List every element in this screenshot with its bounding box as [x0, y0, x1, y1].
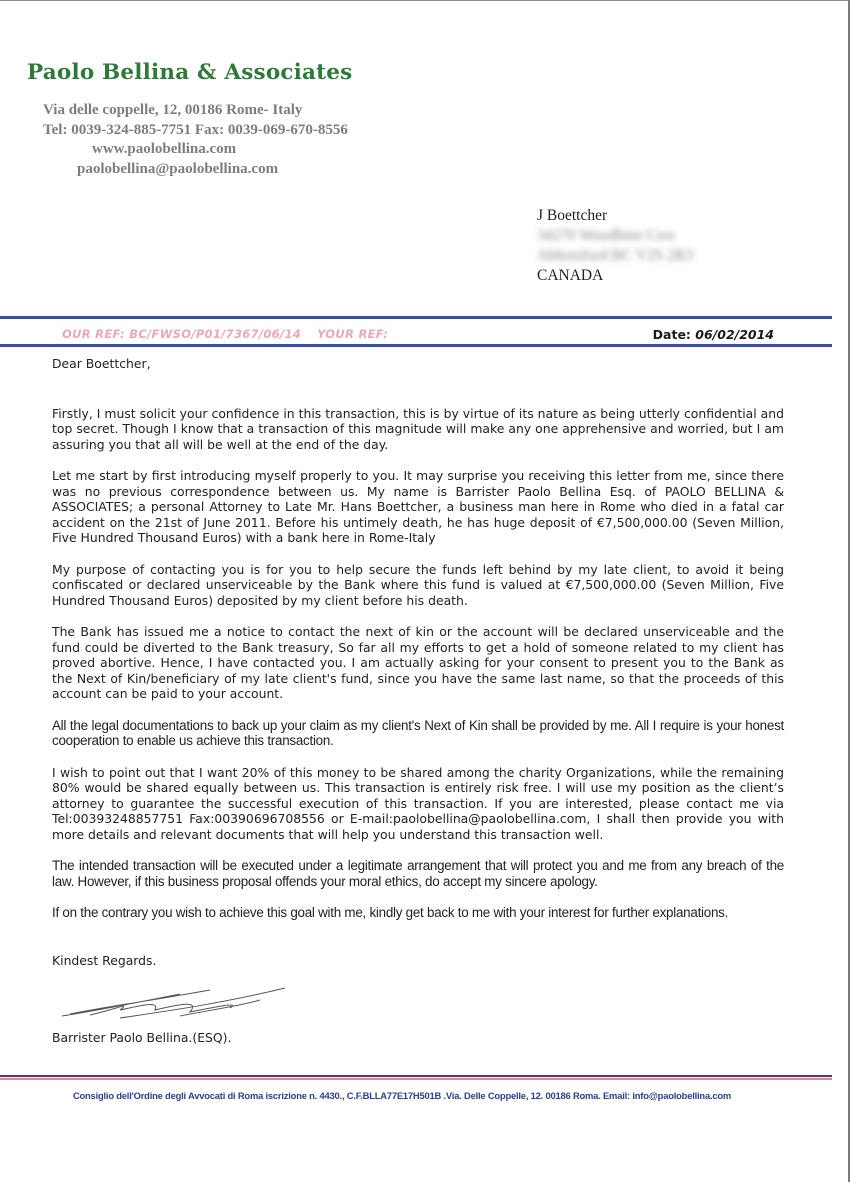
closing: Kindest Regards. — [52, 953, 157, 968]
letter-body — [52, 356, 784, 937]
signer-name: Barrister Paolo Bellina.(ESQ). — [52, 1030, 232, 1045]
our-ref: OUR REF: BC/FWSO/P01/7367/06/14 — [62, 327, 302, 341]
reference-rule-bottom — [0, 344, 832, 347]
firm-contact-block — [0, 101, 348, 179]
paragraph-proposal: I wish to point out that I want 20% of this money to be shared among the charity Organizations, while the remaining 80% would be shared equally between us. This transaction is entirely risk free. I will use my position as the client’s attorney to guarantee the successful execution of this transaction. If you are interested, please contact me via Tel:00393248857751 Fax:00390696708556 or E-mail:paolobellina@paolobellina.com, I shall then provide you with more details and relevant documents that will help you understand this transaction well. — [52, 764, 784, 842]
recipient-country: CANADA — [537, 267, 604, 284]
salutation: Dear Boettcher, — [52, 356, 151, 371]
date-line — [653, 327, 774, 342]
date-value: 06/02/2014 — [695, 327, 774, 342]
firm-website: www.paolobellina.com — [92, 141, 237, 157]
paragraph-response-request: If on the contrary you wish to achieve this goal with me, kindly get back to me with your interest for further explanations. — [52, 905, 729, 920]
signature-image — [60, 980, 290, 1025]
date-label: Date: — [652, 327, 691, 342]
recipient-address-line-1-redacted: 34270 Woodbine Cres — [537, 227, 675, 244]
footer-registration: Consiglio dell'Ordine degli Avvocati di Roma iscrizione n. 4430., C.F.BLLA77E17H501B .Via. Delle Coppelle, 12. 00186 Roma. Email: info@paolobellina.com — [72, 1090, 732, 1101]
paragraph-legitimacy: The intended transaction will be executed under a legitimate arrangement that will protect you and me from any breach of the law. However, if this business proposal offends your moral ethics, do accept my sincere apology. — [52, 858, 784, 889]
paragraph-legal-documents: All the legal documentations to back up your claim as my client's Next of Kin shall be provided by me. All I require is your honest cooperation to enable us achieve this transaction. — [52, 717, 784, 748]
your-ref: YOUR REF: — [317, 327, 389, 341]
paragraph-purpose: My purpose of contacting you is for you to help secure the funds left behind by my late client, to avoid it being confiscated or declared unserviceable by the Bank where this fund is valued at €7,500,000.00 (Seven Million, Five Hundred Thousand Euros) deposited by my client before his death. — [52, 561, 784, 608]
paragraph-bank-notice: The Bank has issued me a notice to contact the next of kin or the account will be declared unserviceable and the fund could be diverted to the Bank treasury, So far all my efforts to get a hold of someone related to my client has proved abortive. Hence, I have contacted you. I am actually asking for your consent to present you to the Bank as the Next of Kin/beneficiary of my late client's fund, since you have the same last name, so that the proceeds of this account can be paid to your account. — [52, 624, 784, 701]
footer-rule — [0, 1075, 832, 1077]
recipient-address-line-2-redacted: Abbotsford BC V2S 2R3 — [537, 247, 694, 264]
firm-name: Paolo Bellina & Associates — [27, 60, 353, 85]
footer-rule-light — [0, 1078, 832, 1080]
paragraph-confidence: Firstly, I must solicit your confidence in this transaction, this is by virtue of its nature as being utterly confidential and top secret. Though I know that a transaction of this magnitude will make any one apprehensive and worried, but I am assuring you that all will be well at the end of the day. — [52, 405, 784, 452]
recipient-block — [537, 206, 693, 286]
firm-phone-fax: Tel: 0039-324-885-7751 Fax: 0039-069-670-8556 — [43, 121, 348, 138]
firm-address: Via delle coppelle, 12, 00186 Rome- Italy — [43, 102, 303, 118]
recipient-name: J Boettcher — [537, 207, 608, 224]
reference-rule-top — [0, 316, 832, 319]
reference-line — [62, 327, 388, 341]
firm-email: paolobellina@paolobellina.com — [77, 160, 279, 177]
paragraph-introduction: Let me start by first introducing myself properly to you. It may surprise you receiving this letter from me, since there was no previous correspondence between us. My name is Barrister Paolo Bellina Esq. of PAOLO BELLINA & ASSOCIATES; a personal Attorney to Late Mr. Hans Boettcher, a business man here in Rome who died in a fatal car accident on the 21st of June 2011. Before his untimely death, he has huge deposit of €7,500,000.00 (Seven Million, Five Hundred Thousand Euros) with a bank here in Rome-Italy — [52, 468, 784, 545]
